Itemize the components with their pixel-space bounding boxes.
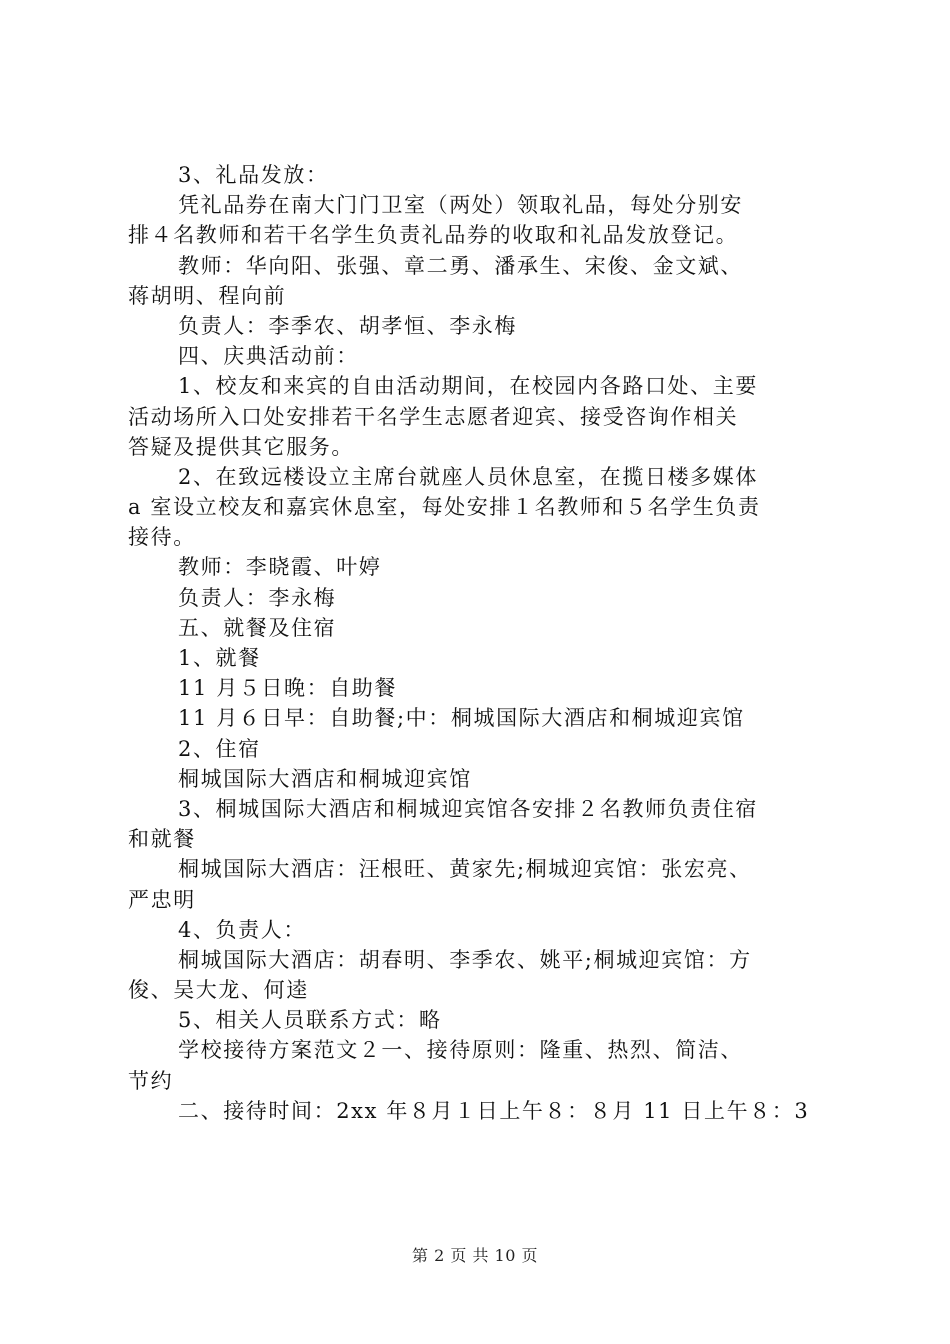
- text-line: 11 月５日晚：自助餐: [178, 676, 397, 701]
- text-line: 11 月６日早：自助餐;中：桐城国际大酒店和桐城迎宾馆: [178, 706, 745, 731]
- text-line: 接待。: [128, 525, 196, 550]
- text-line: 严忠明: [128, 887, 196, 912]
- text-line: 节约: [128, 1068, 174, 1093]
- text-line: 2、住宿: [178, 736, 261, 761]
- text-line: 桐城国际大酒店：汪根旺、黄家先;桐城迎宾馆：张宏亮、: [178, 857, 752, 882]
- text-line: 活动场所入口处安排若干名学生志愿者迎宾、接受咨询作相关: [128, 404, 739, 429]
- text-line: 3、礼品发放：: [178, 163, 329, 187]
- text-line: 二、接待时间：2xx 年８月１日上午８：８月 11 日上午８：3: [178, 1098, 810, 1123]
- text-line: 教师：李晓霞、叶婷: [178, 555, 382, 580]
- text-line: 1、校友和来宾的自由活动期间，在校园内各路口处、主要: [178, 374, 758, 399]
- text-line: 桐城国际大酒店和桐城迎宾馆: [178, 766, 472, 791]
- text-line: 负责人：李永梅: [178, 585, 337, 610]
- text-line: 3、桐城国际大酒店和桐城迎宾馆各安排２名教师负责住宿: [178, 796, 758, 821]
- text-line: 5、相关人员联系方式：略: [178, 1008, 442, 1033]
- text-line: 桐城国际大酒店：胡春明、李季农、姚平;桐城迎宾馆：方: [178, 947, 752, 972]
- text-line: 学校接待方案范文２一、接待原则：隆重、热烈、简洁、: [178, 1038, 743, 1063]
- page-footer: 第 2 页 共 10 页: [412, 1246, 538, 1265]
- text-line: 4、负责人：: [178, 917, 306, 942]
- text-line: 答疑及提供其它服务。: [128, 434, 354, 459]
- text-line: 和就餐: [128, 827, 196, 852]
- text-line: 教师：华向阳、张强、章二勇、潘承生、宋俊、金文斌、: [178, 253, 743, 278]
- text-line: 2、在致远楼设立主席台就座人员休息室，在揽日楼多媒体: [178, 464, 758, 489]
- text-line: 俊、吴大龙、何逵: [128, 978, 309, 1003]
- text-line: 四、庆典活动前：: [178, 344, 359, 369]
- text-line: 排４名教师和若干名学生负责礼品券的收取和礼品发放登记。: [128, 223, 739, 248]
- text-line: 蒋胡明、程向前: [128, 283, 287, 308]
- text-line: a 室设立校友和嘉宾休息室，每处安排１名教师和５名学生负责: [128, 495, 761, 520]
- text-line: 五、就餐及住宿: [178, 615, 337, 640]
- text-line: 1、就餐: [178, 646, 261, 670]
- text-line: 凭礼品券在南大门门卫室（两处）领取礼品，每处分别安: [178, 193, 743, 218]
- document-body: [128, 160, 830, 1126]
- text-line: 负责人：李季农、胡孝恒、李永梅: [178, 313, 517, 338]
